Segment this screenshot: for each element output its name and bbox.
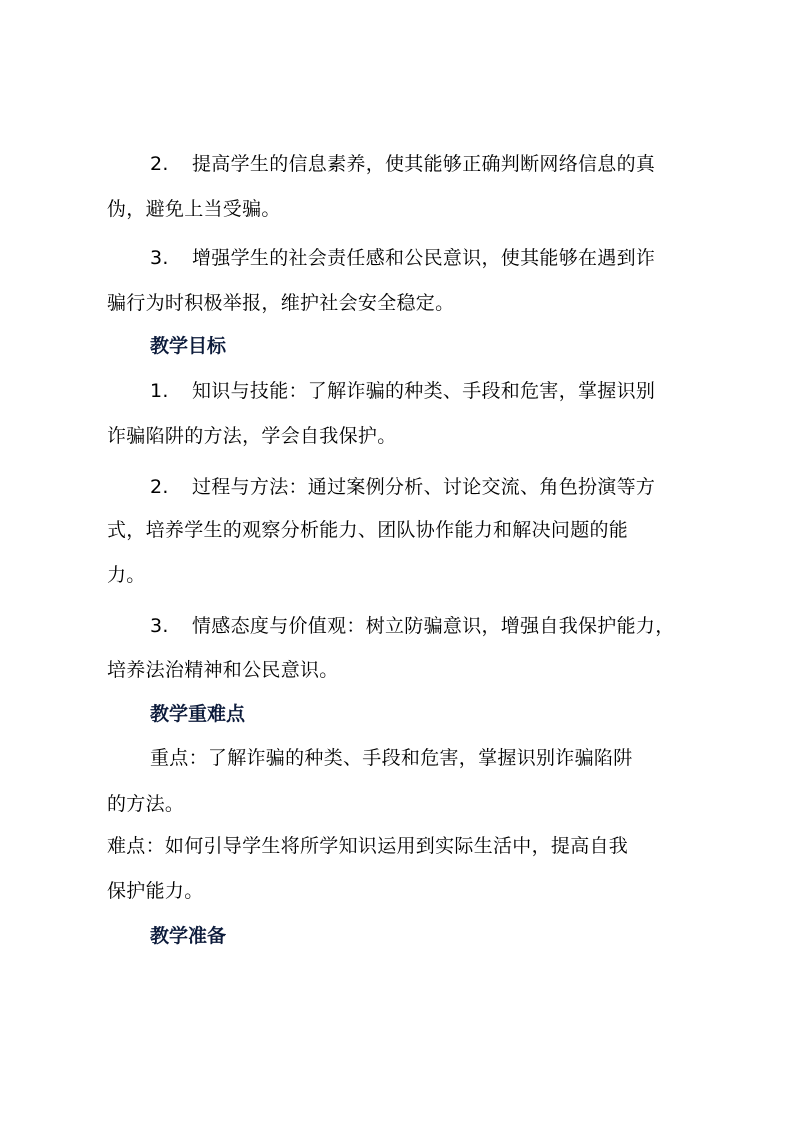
goal-item-3-text: 增强学生的社会责任感和公民意识，使其能够在遇到诈: [192, 247, 656, 269]
objective-item-3-number: 3.: [150, 615, 169, 637]
objective-item-1-text: 知识与技能：了解诈骗的种类、手段和危害，掌握识别: [192, 380, 656, 402]
objective-item-1-line-1: [150, 379, 655, 403]
difficult-point-line-1: 难点：如何引导学生将所学知识运用到实际生活中，提高自我: [107, 835, 629, 857]
objective-item-1-number: 1.: [150, 380, 169, 402]
goal-item-2-number: 2.: [150, 153, 169, 175]
goal-item-2-line-2: 伪，避免上当受骗。: [107, 198, 281, 220]
objective-item-3-text: 情感态度与价值观：树立防骗意识，增强自我保护能力，: [192, 615, 675, 637]
difficult-point-line-2: 保护能力。: [107, 880, 204, 902]
objective-item-2-line-1: [150, 475, 655, 499]
key-point-line-1: 重点：了解诈骗的种类、手段和危害，掌握识别诈骗陷阱: [150, 747, 633, 769]
key-points-heading: 教学重难点: [150, 703, 246, 725]
objective-item-2-number: 2.: [150, 476, 169, 498]
objective-item-3-line-2: 培养法治精神和公民意识。: [107, 659, 339, 681]
goal-item-3-line-2: 骗行为时积极举报，维护社会安全稳定。: [107, 292, 455, 314]
goal-item-3-line-1: [150, 246, 655, 270]
objectives-heading: 教学目标: [150, 335, 227, 357]
goal-item-2-line-1: [150, 152, 655, 176]
objective-item-1-line-2: 诈骗陷阱的方法，学会自我保护。: [107, 425, 397, 447]
key-point-line-2: 的方法。: [107, 793, 185, 815]
objective-item-2-text: 过程与方法：通过案例分析、讨论交流、角色扮演等方: [192, 476, 656, 498]
objective-item-2-line-3: 力。: [107, 564, 146, 586]
objective-item-2-line-2: 式，培养学生的观察分析能力、团队协作能力和解决问题的能: [107, 519, 629, 541]
goal-item-3-number: 3.: [150, 247, 169, 269]
objective-item-3-line-1: [150, 614, 675, 638]
preparation-heading: 教学准备: [150, 925, 227, 947]
goal-item-2-text: 提高学生的信息素养，使其能够正确判断网络信息的真: [192, 153, 656, 175]
